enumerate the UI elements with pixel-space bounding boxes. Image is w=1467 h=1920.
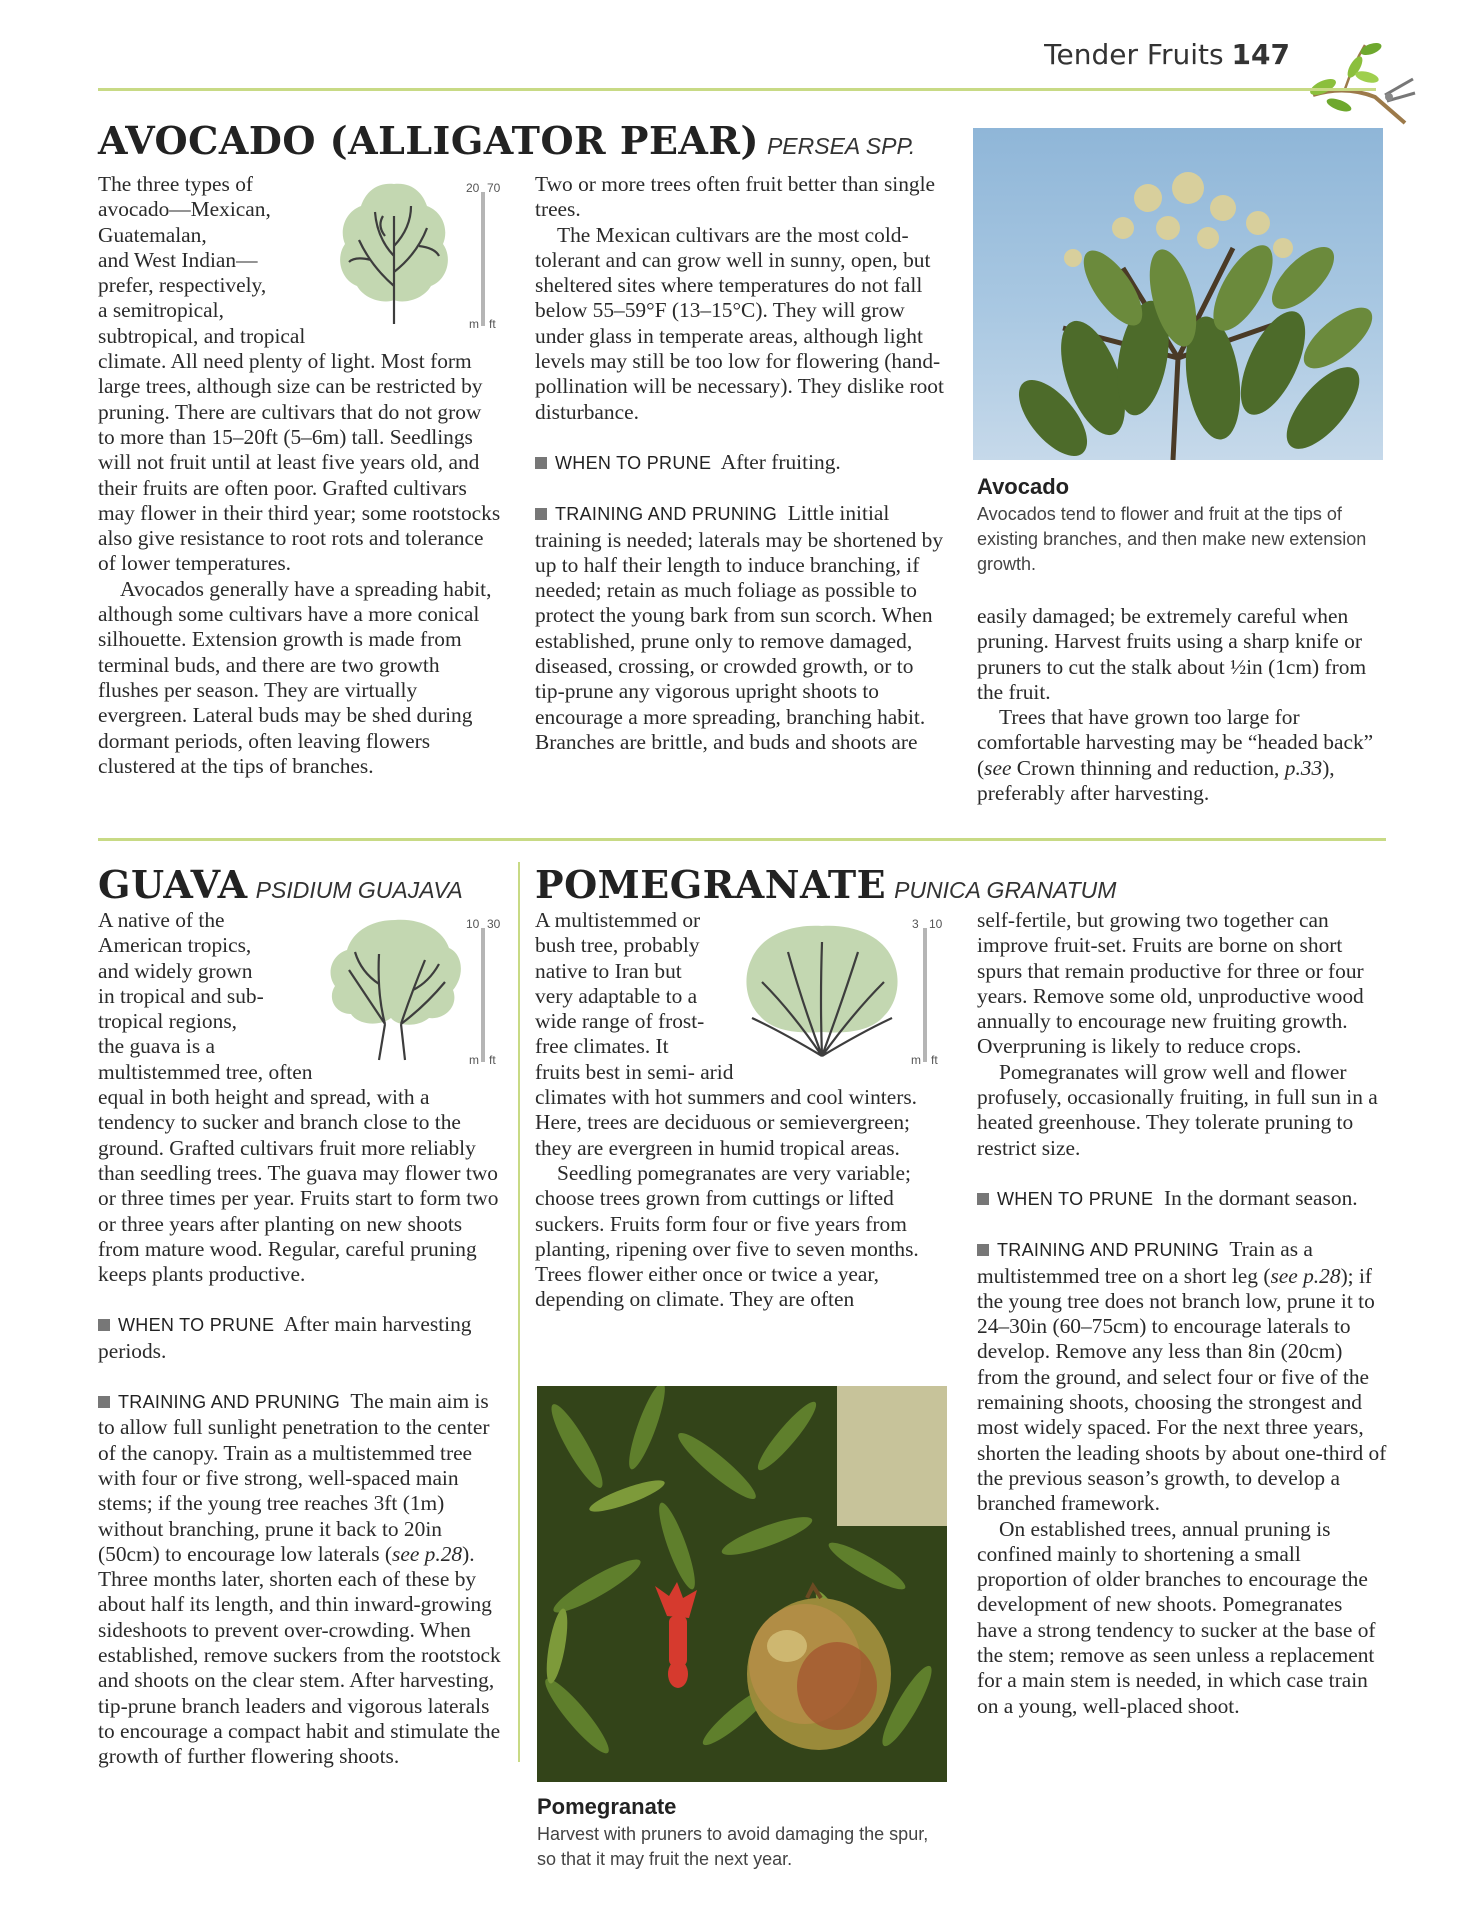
pomegranate-caption-text: Harvest with pruners to avoid damaging the spur, so that it may fruit the next year. [537, 1824, 929, 1869]
avocado-height-scale [466, 176, 503, 331]
scale-bar [923, 928, 927, 1062]
pomegranate-latin: PUNICA GRANATUM [894, 877, 1117, 903]
avocado-caption-title: Avocado [977, 474, 1070, 499]
avocado-tree-photo-illustration [973, 128, 1383, 460]
bullet-square-icon [977, 1193, 989, 1205]
guava-column [98, 908, 503, 1770]
avocado-photo [973, 128, 1383, 460]
scale-bar [481, 928, 485, 1062]
pomegranate-name: POMEGRANATE [535, 862, 887, 907]
pomegranate-height-scale [911, 912, 945, 1067]
pomegranate-when-to-prune: WHEN TO PRUNE In the dormant season. [977, 1186, 1387, 1212]
avocado-paragraph-3: Two or more trees often fruit better than single trees. [535, 172, 936, 222]
avocado-col3-paragraph-2: Trees that have grown too large for comfortable harvesting may be “headed back” (see Crown thinning and reduction, p.33), preferably after harvesting. [977, 705, 1374, 806]
avocado-intro: The three types of avocado—Mexican, Guatemalan, and West Indian— prefer, respectively, a semitropical, subtropical, and tropical climate. All need plenty of light. Most form large trees, although size can be restricted by pruning. There are cultivars that do not grow to more than 15–20ft (5–6m) tall. Seedlings will not fruit until at least five years old, and their fruits are often poor. Grafted cultivars may flower in their third year; some rootstocks also give resistance to root rots and tolerance of lower temperatures. [98, 172, 501, 576]
avocado-training: TRAINING AND PRUNING Little initial training is needed; laterals may be shortened by up to half their length to induce branching, if needed; retain as much foliage as possible to protect the young bark from sun scorch. When established, prune only to remove damaged, diseased, crossing, or crowded growth, or to tip-prune any vigorous upright shoots to encourage a more spreading, branching habit. Branches are brittle, and buds and shoots are [535, 501, 944, 754]
avocado-column-1 [98, 172, 503, 779]
avocado-latin: PERSEA SPP. [766, 133, 916, 159]
avocado-column-2 [535, 172, 945, 755]
pomegranate-caption-title: Pomegranate [537, 1794, 677, 1819]
scale-m-unit: m [469, 1053, 479, 1067]
guava-latin: PSIDIUM GUAJAVA [255, 877, 463, 903]
guava-training: TRAINING AND PRUNING The main aim is to allow full sunlight penetration to the center of the canopy. Train as a multistemmed tree with four or five strong, well-spaced main stems; if the young tree reaches 3ft (1m) without branching, prune it back to 20in (50cm) to encourage low laterals (see p.28). Three months later, shorten each of these by about half its length, and thin inward-growing sideshoots to prevent over-crowding. When established, remove suckers from the rootstock and shoots on the clear stem. After harvesting, tip-prune branch leaders and vigorous laterals to encourage a compact habit and stimulate the growth of further flowering shoots. [98, 1389, 501, 1769]
guava-name: GUAVA [98, 862, 248, 907]
scale-bar [481, 192, 485, 326]
scale-ft-unit: ft [489, 1053, 496, 1067]
bullet-square-icon [98, 1396, 110, 1408]
scale-meters: 10 [466, 917, 480, 931]
guava-tree-diagram [323, 908, 503, 1066]
avocado-paragraph-4: The Mexican cultivars are the most cold-tolerant and can grow well in sunny, open, but sheltered sites where temperatures do not fall below 55–59°F (13–15°C). They will grow under glass in temperate areas, although light levels may still be too low for flowering (hand-pollination will be necessary). They dislike root disturbance. [535, 222, 944, 424]
avocado-name: AVOCADO (ALLIGATOR PEAR) [98, 118, 759, 163]
bullet-square-icon [977, 1244, 989, 1256]
scale-m-unit: m [469, 317, 479, 331]
scale-ft-unit: ft [489, 317, 496, 331]
pomegranate-fruit-photo-illustration [537, 1386, 947, 1782]
pomegranate-col3-paragraph-3: On established trees, annual pruning is confined mainly to shortening a small proportion of older branches to encourage the development of new shoots. Pomegranates have a strong tendency to sucker at the base of the stem; remove as seen unless a replacement for a main stem is needed, in which case train on a young, well-placed shoot. [977, 1516, 1376, 1718]
pomegranate-title [535, 862, 1116, 907]
scale-feet: 10 [929, 917, 943, 931]
pomegranate-col3-paragraph-2: Pomegranates will grow well and flower profusely, occasionally fruiting, in full sun in a heated greenhouse. They tolerate pruning to restrict size. [977, 1059, 1378, 1160]
avocado-caption-text: Avocados tend to flower and fruit at the tips of existing branches, and then make new extension growth. [977, 504, 1367, 574]
bullet-square-icon [535, 457, 547, 469]
scale-ft-unit: ft [931, 1053, 938, 1067]
scale-feet: 70 [487, 181, 501, 195]
pruning-branch-icon [1305, 35, 1417, 125]
scale-m-unit: m [911, 1053, 921, 1067]
header-rule [98, 88, 1376, 91]
page-number: 147 [1231, 38, 1290, 71]
guava-title [98, 862, 463, 907]
pomegranate-col3-paragraph-1: self-fertile, but growing two together can improve fruit-set. Fruits are borne on short spurs that remain productive for three or four years. Remove some old, unproductive wood annually to encourage new fruiting growth. Overpruning is likely to reduce crops. [977, 908, 1364, 1059]
pomegranate-column-1 [535, 908, 945, 1313]
pomegranate-photo [537, 1386, 947, 1782]
guava-intro: A native of the American tropics, and widely grown in tropical and sub- tropical regions, the guava is a multistemmed tree, often equal in both height and spread, with a tendency to sucker and branch close to the ground. Grafted cultivars fruit more reliably than seedling trees. The guava may flower two or three times per year. Fruits start to form two or three years after planting on new shoots from mature wood. Regular, careful pruning keeps plants productive. [98, 908, 499, 1287]
avocado-tree-icon [331, 176, 457, 326]
scale-meters: 3 [912, 917, 919, 931]
pomegranate-tree-icon [742, 922, 902, 1058]
scale-meters: 20 [466, 181, 480, 195]
pomegranate-training: TRAINING AND PRUNING Train as a multistemmed tree on a short leg (see p.28); if the young tree does not branch low, prune it to 24–30in (60–75cm) to encourage laterals to develop. Remove any less than 8in (20cm) from the ground, and select four or five of the remaining shoots, choosing the strongest and most widely spaced. For the next three years, shorten the leading shoots by about one-third of the previous season’s growth, to develop a branched framework. [977, 1237, 1387, 1516]
pomegranate-intro: A multistemmed or bush tree, probably native to Iran but very adaptable to a wide range of frost- free climates. It fruits best in semi- arid climates with hot summers and cool winters. Here, trees are deciduous or semievergreen; they are evergreen in humid tropical areas. [535, 908, 917, 1160]
running-header [0, 38, 1290, 71]
bullet-square-icon [535, 508, 547, 520]
avocado-paragraph-2: Avocados generally have a spreading habit, although some cultivars have a more conical silhouette. Extension growth is made from terminal buds, and there are two growth flushes per season. They are virtually evergreen. Lateral buds may be shed during dormant periods, often leaving flowers clustered at the tips of branches. [98, 576, 492, 778]
section-divider [98, 838, 1386, 841]
avocado-title [98, 118, 915, 163]
avocado-col3-paragraph-1: easily damaged; be extremely careful when pruning. Harvest fruits using a sharp knife or pruners to cut the stalk about ½in (1cm) from the fruit. [977, 604, 1367, 704]
guava-tree-icon [325, 914, 465, 1062]
scale-feet: 30 [487, 917, 501, 931]
pomegranate-paragraph-2: Seedling pomegranates are very variable; choose trees grown from cuttings or lifted suckers. Fruits form four or five years from planting, ripening over five to seven months. Trees flower either once or twice a year, depending on climate. They are often [535, 1160, 919, 1312]
pomegranate-tree-diagram [740, 908, 945, 1066]
avocado-when-to-prune: WHEN TO PRUNE After fruiting. [535, 450, 945, 476]
bullet-square-icon [98, 1319, 110, 1331]
guava-height-scale [466, 912, 503, 1067]
column-divider [518, 862, 520, 1762]
avocado-column-3 [977, 604, 1387, 806]
avocado-tree-diagram [323, 172, 503, 330]
guava-when-to-prune: WHEN TO PRUNE After main harvesting periods. [98, 1312, 472, 1363]
pomegranate-column-2 [977, 908, 1387, 1719]
section-title: Tender Fruits [1044, 38, 1224, 71]
